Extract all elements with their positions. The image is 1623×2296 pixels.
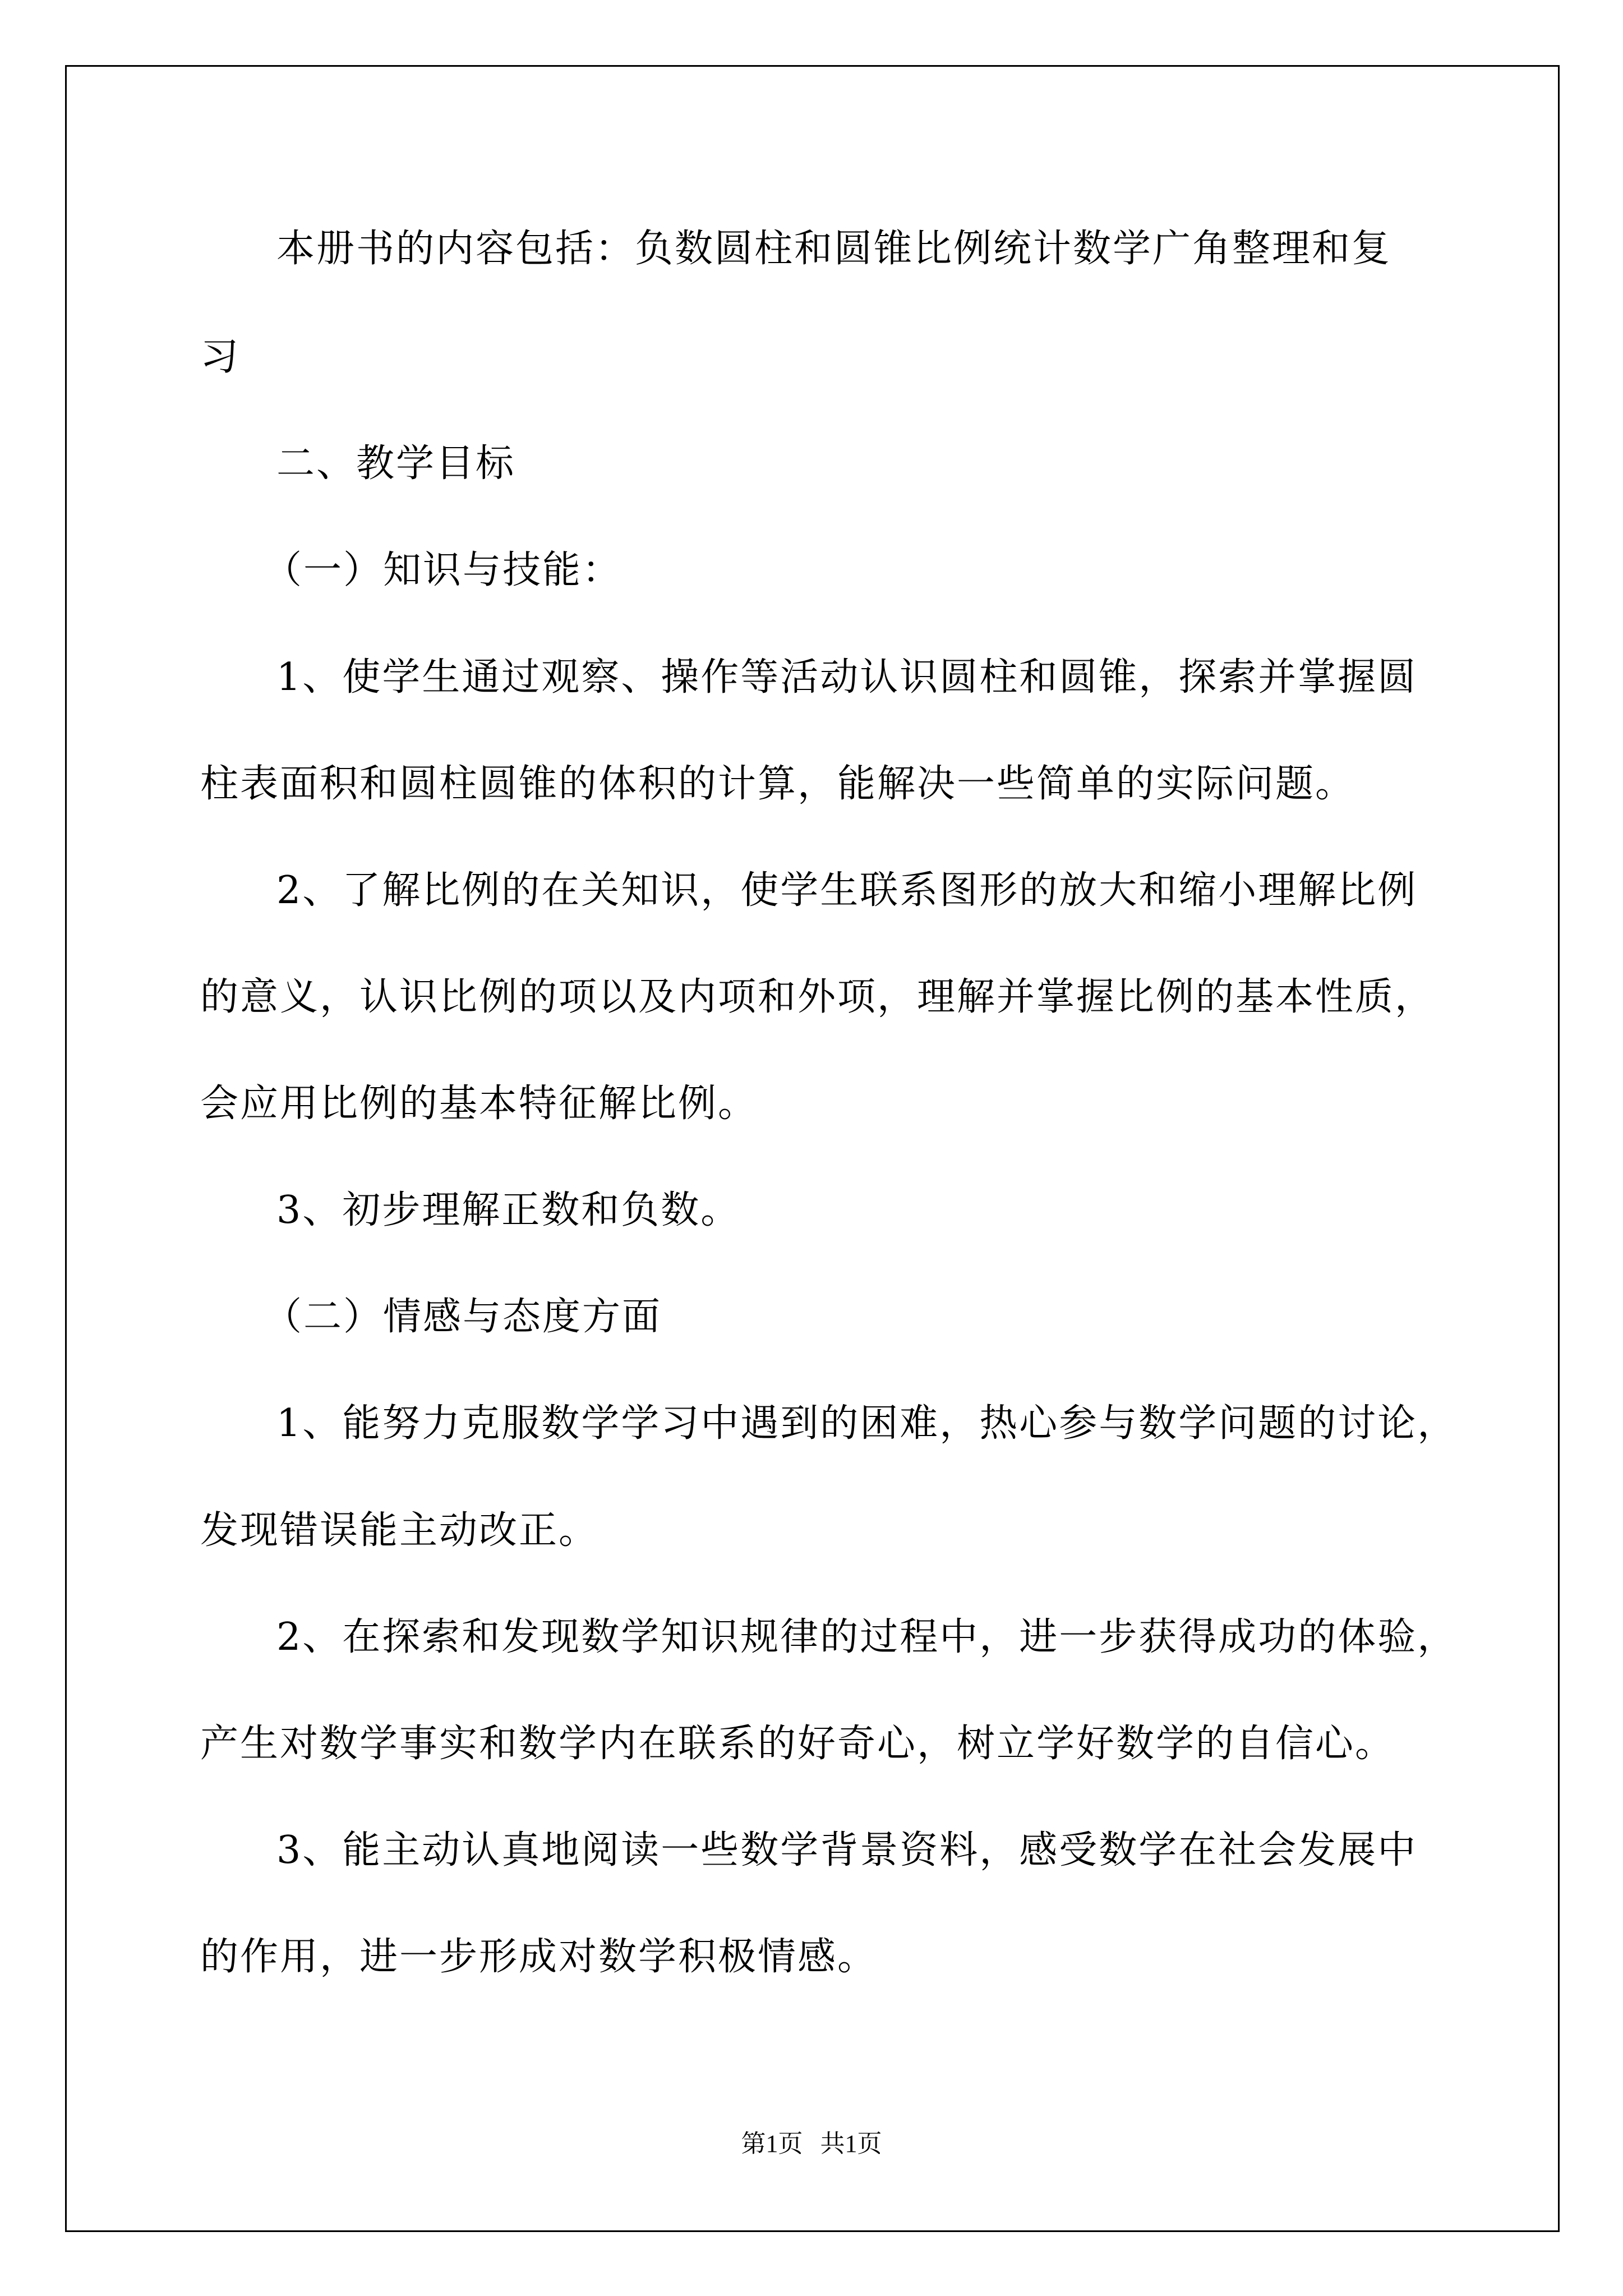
page-footer — [0, 2129, 1623, 2159]
section-heading: 二、教学目标 — [276, 441, 516, 486]
page-number-current: 第1页 — [741, 2130, 803, 2157]
paragraph-line: 本册书的内容包括：负数圆柱和圆锥比例统计数学广角整理和复 — [276, 227, 1392, 271]
paragraph-line: 2、在探索和发现数学知识规律的过程中，进一步获得成功的体验， — [276, 1615, 1458, 1659]
paragraph-line: 1、使学生通过观察、操作等活动认识圆柱和圆锥，探索并掌握圆 — [276, 655, 1418, 700]
subsection-heading: （一）知识与技能： — [264, 548, 623, 592]
page-border — [65, 65, 1560, 2232]
paragraph-line: 的意义，认识比例的项以及内项和外项，理解并掌握比例的基本性质， — [200, 975, 1435, 1019]
paragraph-line: 的作用，进一步形成对数学积极情感。 — [200, 1935, 878, 1979]
paragraph-line: 3、初步理解正数和负数。 — [276, 1188, 741, 1232]
paragraph-line: 会应用比例的基本特征解比例。 — [200, 1082, 758, 1126]
paragraph-line: 柱表面积和圆柱圆锥的体积的计算，能解决一些简单的实际问题。 — [200, 762, 1355, 806]
paragraph-line: 习 — [200, 335, 241, 379]
paragraph-line: 产生对数学事实和数学内在联系的好奇心，树立学好数学的自信心。 — [200, 1722, 1395, 1766]
paragraph-line: 3、能主动认真地阅读一些数学背景资料，感受数学在社会发展中 — [276, 1828, 1418, 1872]
page-number-total: 共1页 — [820, 2130, 882, 2157]
paragraph-line: 1、能努力克服数学学习中遇到的困难，热心参与数学问题的讨论， — [276, 1401, 1458, 1446]
paragraph-line: 发现错误能主动改正。 — [200, 1508, 599, 1553]
paragraph-line: 2、了解比例的在关知识，使学生联系图形的放大和缩小理解比例 — [276, 868, 1418, 913]
subsection-heading: （二）情感与态度方面 — [264, 1295, 662, 1339]
